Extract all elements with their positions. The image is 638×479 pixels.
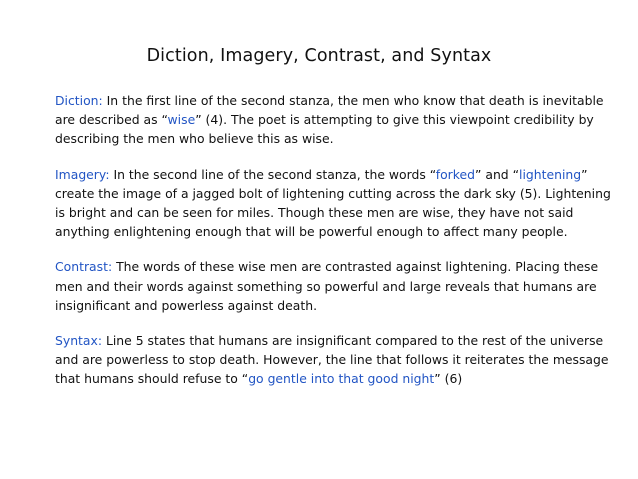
highlight-wise: wise xyxy=(167,112,196,128)
highlight-forked: forked xyxy=(435,166,475,182)
label-imagery: Imagery: xyxy=(55,166,110,182)
paragraph-syntax xyxy=(55,331,615,389)
syntax-text-end: ” (6) xyxy=(434,371,463,387)
paragraph-contrast xyxy=(55,257,615,315)
diction-text-end: ” (4). The poet is attempting to give this viewpoint credibility by describing the men who believe this as wise. xyxy=(55,112,594,147)
label-contrast: Contrast: xyxy=(55,259,113,275)
highlight-go-gentle: go gentle into that good night xyxy=(248,371,435,387)
paragraph-diction xyxy=(55,91,615,149)
diction-text: In the first line of the second stanza, the men who know that death is inevitable are described as “ xyxy=(55,93,604,128)
label-diction: Diction: xyxy=(55,93,103,108)
imagery-text: In the second line of the second stanza, the words “ xyxy=(109,166,436,182)
slide-title: Diction, Imagery, Contrast, and Syntax xyxy=(146,46,492,66)
syntax-text: Line 5 states that humans are insignificant compared to the rest of the universe and are powerless to stop death. However, the line that follows it reiterates the message that humans should refuse to “ xyxy=(55,333,609,387)
slide-body xyxy=(55,91,615,405)
imagery-text-mid: ” and “ xyxy=(475,166,520,182)
imagery-text-end: ” create the image of a jagged bolt of lightening cutting across the dark sky (5). Lightening is bright and can be seen for miles. Though these men are wise, they have not said anything enlightening enough that will be powerful enough to affect many people. xyxy=(55,166,611,240)
paragraph-imagery xyxy=(55,165,615,242)
highlight-lightening: lightening xyxy=(519,166,582,182)
label-syntax: Syntax: xyxy=(55,333,103,349)
contrast-text: The words of these wise men are contrasted against lightening. Placing these men and their words against something so powerful and large reveals that humans are insignificant and powerless against death. xyxy=(55,259,599,313)
